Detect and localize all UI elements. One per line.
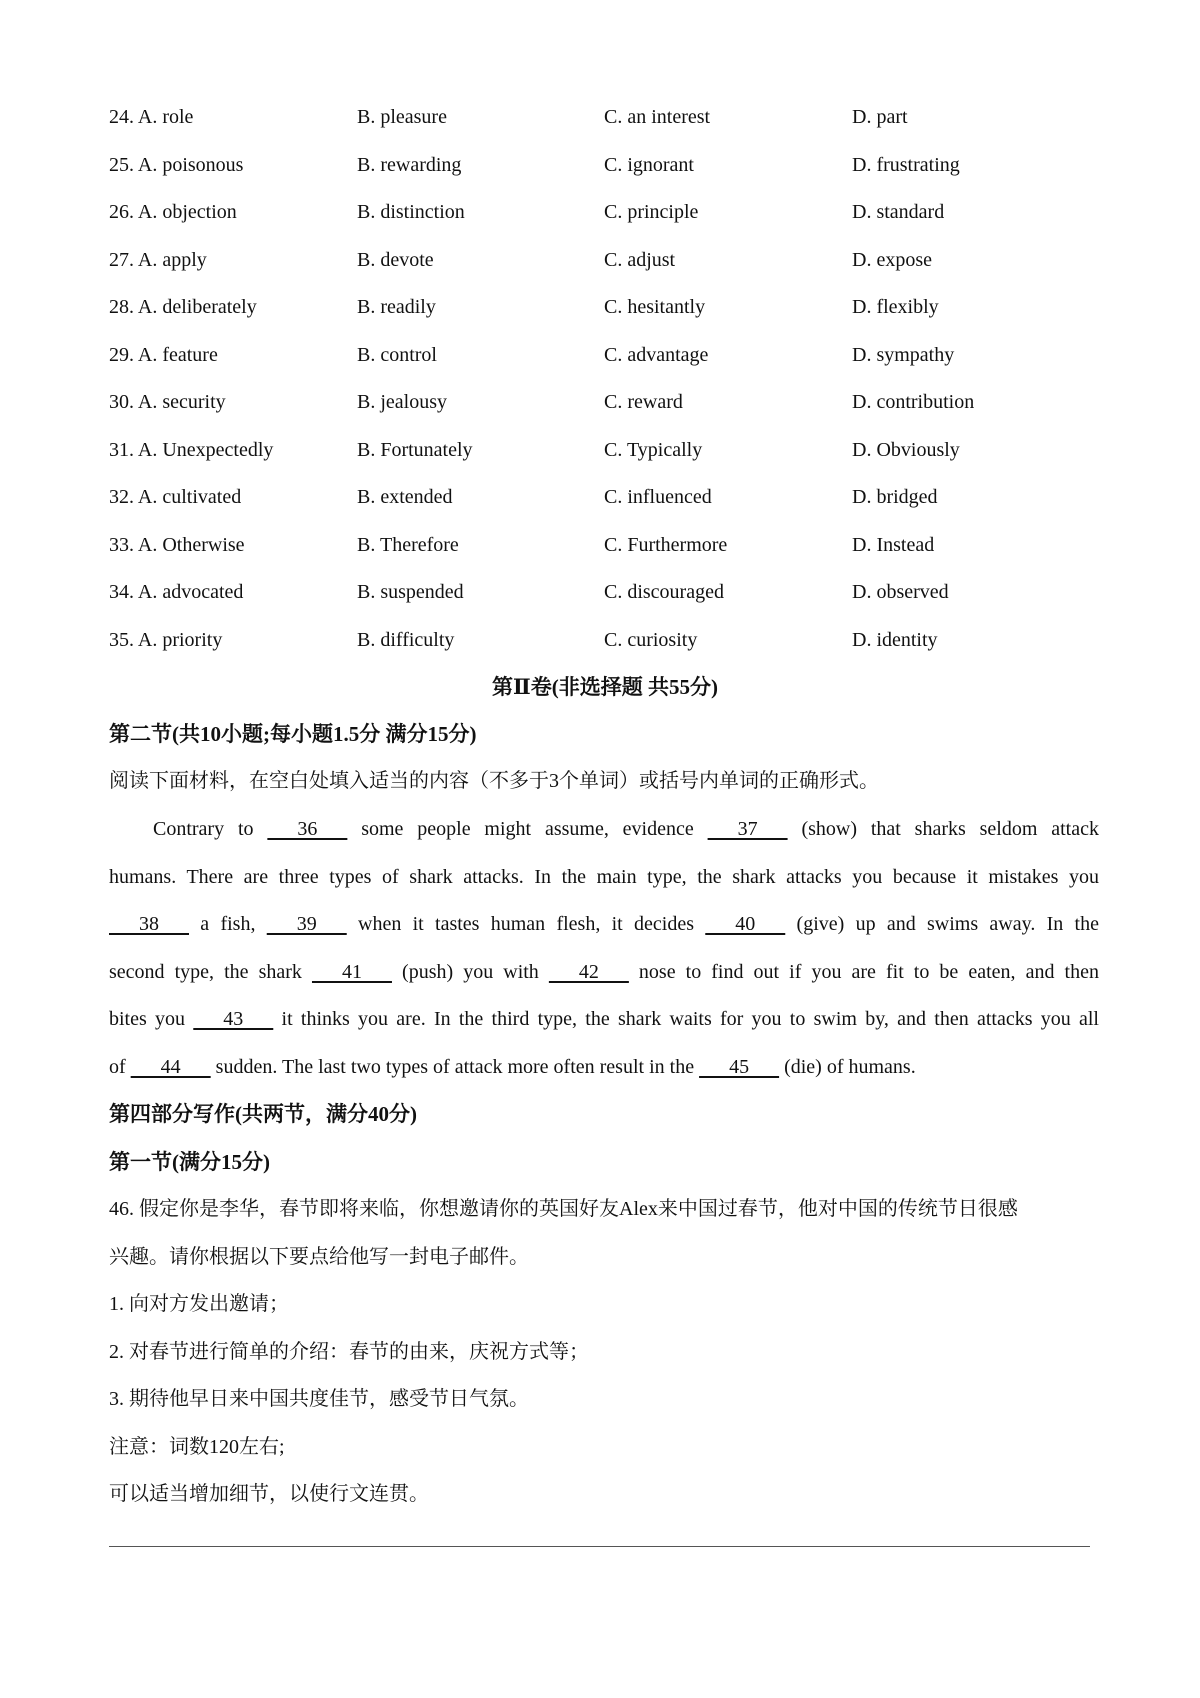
question-row bbox=[109, 521, 1089, 569]
option-c: C. discouraged bbox=[604, 581, 724, 603]
blank-41[interactable]: 41 bbox=[311, 960, 392, 983]
option-b: B. Therefore bbox=[357, 533, 459, 556]
blank-37[interactable]: 37 bbox=[707, 818, 788, 840]
passage-line bbox=[109, 948, 1099, 996]
option-b: B. devote bbox=[357, 248, 434, 271]
option-b: B. control bbox=[357, 343, 437, 366]
passage-text: Contrary to bbox=[153, 818, 268, 840]
option-c: C. curiosity bbox=[604, 628, 698, 651]
option-c: C. influenced bbox=[604, 486, 712, 508]
passage-text: humans. There are three types of shark attacks. In the main type, the shark attacks you because it mistakes you bbox=[109, 865, 1099, 888]
option-a: 30. A. security bbox=[109, 391, 226, 413]
option-b: B. readily bbox=[357, 296, 436, 318]
option-d: D. contribution bbox=[852, 391, 975, 413]
blank-38[interactable]: 38 bbox=[109, 913, 189, 935]
option-b: B. distinction bbox=[357, 201, 465, 223]
option-b: B. Fortunately bbox=[357, 438, 473, 461]
option-c: C. Furthermore bbox=[604, 533, 728, 556]
option-c: C. reward bbox=[604, 391, 683, 413]
blank-36[interactable]: 36 bbox=[267, 818, 348, 840]
passage-text: sudden. The last two types of attack more often result in the bbox=[210, 1055, 700, 1078]
part2-title: 第Ⅱ卷(非选择题 共55分) bbox=[492, 675, 718, 699]
option-a: 34. A. advocated bbox=[109, 581, 244, 603]
writing-line: 3. 期待他早日来中国共度佳节，感受节日气氛。 bbox=[109, 1388, 529, 1410]
option-d: D. bridged bbox=[852, 486, 938, 508]
question-row bbox=[109, 93, 1089, 141]
option-c: C. hesitantly bbox=[604, 296, 706, 318]
blank-42[interactable]: 42 bbox=[548, 960, 629, 983]
option-d: D. expose bbox=[852, 248, 932, 271]
section1-title: 第一节(满分15分) bbox=[109, 1150, 270, 1174]
passage-text: (show) that sharks seldom attack bbox=[787, 818, 1099, 840]
option-a: 31. A. Unexpectedly bbox=[109, 438, 274, 461]
question-row bbox=[109, 378, 1089, 426]
blank-45[interactable]: 45 bbox=[699, 1055, 780, 1078]
part4-title: 第四部分写作(共两节，满分40分) bbox=[109, 1102, 417, 1126]
option-d: D. Instead bbox=[852, 533, 935, 556]
option-c: C. adjust bbox=[604, 248, 676, 271]
passage-text: (push) you with bbox=[391, 960, 549, 983]
question-row bbox=[109, 141, 1089, 189]
writing-line: 46. 假定你是李华，春节即将来临，你想邀请你的英国好友Alex来中国过春节，他对中国的传统节日很感 bbox=[109, 1198, 1018, 1220]
option-c: C. an interest bbox=[604, 106, 711, 128]
option-b: B. difficulty bbox=[357, 628, 455, 651]
blank-39[interactable]: 39 bbox=[266, 913, 347, 935]
option-b: B. pleasure bbox=[357, 106, 447, 128]
blank-43[interactable]: 43 bbox=[193, 1008, 274, 1030]
question-row bbox=[109, 616, 1089, 664]
option-d: D. sympathy bbox=[852, 343, 955, 366]
question-row bbox=[109, 188, 1089, 236]
passage-line bbox=[109, 805, 1099, 853]
option-d: D. Obviously bbox=[852, 438, 960, 461]
option-c: C. Typically bbox=[604, 438, 703, 461]
option-b: B. rewarding bbox=[357, 153, 462, 176]
question-row bbox=[109, 568, 1089, 616]
passage-line bbox=[109, 900, 1099, 948]
option-a: 32. A. cultivated bbox=[109, 486, 242, 508]
passage-text: (die) of humans. bbox=[779, 1055, 916, 1078]
passage-line bbox=[109, 853, 1099, 901]
option-b: B. extended bbox=[357, 486, 453, 508]
option-a: 26. A. objection bbox=[109, 201, 237, 223]
question-row bbox=[109, 236, 1089, 284]
answer-line bbox=[109, 1546, 1090, 1547]
passage-text: nose to find out if you are fit to be eaten, and then bbox=[628, 960, 1099, 983]
option-b: B. suspended bbox=[357, 581, 464, 603]
passage-text: bites you bbox=[109, 1008, 194, 1030]
option-a: 25. A. poisonous bbox=[109, 153, 244, 176]
option-d: D. observed bbox=[852, 581, 949, 603]
option-a: 33. A. Otherwise bbox=[109, 533, 245, 556]
option-a: 27. A. apply bbox=[109, 248, 207, 271]
option-d: D. flexibly bbox=[852, 296, 939, 318]
writing-line: 可以适当增加细节，以使行文连贯。 bbox=[109, 1483, 429, 1505]
option-c: C. ignorant bbox=[604, 153, 694, 176]
blank-44[interactable]: 44 bbox=[130, 1055, 211, 1078]
section2-title: 第二节(共10小题;每小题1.5分 满分15分) bbox=[109, 722, 477, 746]
section2-instruction: 阅读下面材料，在空白处填入适当的内容（不多于3个单词）或括号内单词的正确形式。 bbox=[109, 770, 879, 792]
passage-text: when it tastes human flesh, it decides bbox=[346, 913, 706, 935]
passage-text: (give) up and swims away. In the bbox=[785, 913, 1099, 935]
writing-line: 兴趣。请你根据以下要点给他写一封电子邮件。 bbox=[109, 1245, 529, 1268]
passage-line bbox=[109, 1043, 1099, 1091]
option-d: D. frustrating bbox=[852, 153, 960, 176]
option-a: 24. A. role bbox=[109, 106, 194, 128]
passage-text: of bbox=[109, 1055, 131, 1078]
option-a: 35. A. priority bbox=[109, 628, 223, 651]
option-a: 29. A. feature bbox=[109, 343, 218, 366]
writing-line: 2. 对春节进行简单的介绍：春节的由来，庆祝方式等； bbox=[109, 1340, 589, 1363]
option-c: C. principle bbox=[604, 201, 699, 223]
option-a: 28. A. deliberately bbox=[109, 296, 257, 318]
passage-text: second type, the shark bbox=[109, 960, 312, 983]
question-row bbox=[109, 426, 1089, 474]
option-d: D. identity bbox=[852, 628, 938, 651]
option-d: D. standard bbox=[852, 201, 945, 223]
writing-line: 注意：词数120左右; bbox=[109, 1435, 285, 1458]
passage-text: it thinks you are. In the third type, the shark waits for you to swim by, and then attacks you all bbox=[273, 1008, 1099, 1030]
writing-line: 1. 向对方发出邀请； bbox=[109, 1293, 289, 1315]
passage-text: a fish, bbox=[189, 913, 267, 935]
option-d: D. part bbox=[852, 106, 908, 128]
passage-text: some people might assume, evidence bbox=[347, 818, 708, 840]
option-c: C. advantage bbox=[604, 343, 709, 366]
question-row bbox=[109, 473, 1089, 521]
passage-line bbox=[109, 995, 1099, 1043]
question-row bbox=[109, 331, 1089, 379]
question-row bbox=[109, 283, 1089, 331]
blank-40[interactable]: 40 bbox=[705, 913, 786, 935]
option-b: B. jealousy bbox=[357, 391, 447, 413]
